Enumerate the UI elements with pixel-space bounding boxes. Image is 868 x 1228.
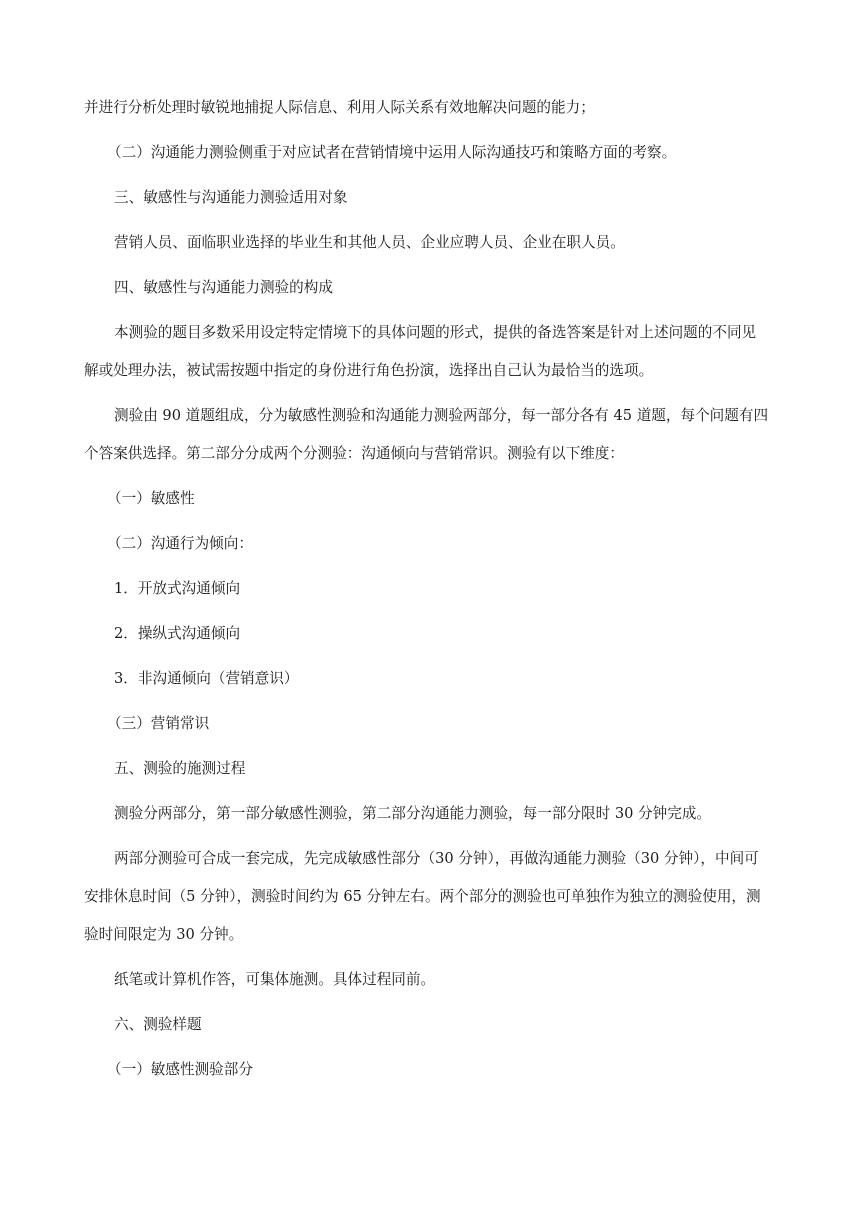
list-item: （三）营销常识 bbox=[107, 715, 210, 732]
paragraph-line: 安排休息时间（5 分钟），测验时间约为 65 分钟左右。两个部分的测验也可单独作为独立的测验使用，测 bbox=[84, 888, 761, 905]
paragraph-line: 营销人员、面临职业选择的毕业生和其他人员、企业应聘人员、企业在职人员。 bbox=[114, 234, 625, 251]
paragraph-line: （二）沟通能力测验侧重于对应试者在营销情境中运用人际沟通技巧和策略方面的考察。 bbox=[107, 144, 677, 161]
list-item: （二）沟通行为倾向： bbox=[107, 535, 253, 552]
section-heading: （一）敏感性测验部分 bbox=[107, 1061, 253, 1078]
paragraph-line: 个答案供选择。第二部分分成两个分测验：沟通倾向与营销常识。测验有以下维度： bbox=[84, 445, 624, 462]
document-page bbox=[84, 96, 790, 1081]
paragraph-line: 测验由 90 道题组成，分为敏感性测验和沟通能力测验两部分，每一部分各有 45 道题，每个问题有四 bbox=[114, 407, 769, 424]
section-heading: 三、敏感性与沟通能力测验适用对象 bbox=[114, 189, 348, 206]
paragraph-line: 两部分测验可合成一套完成，先完成敏感性部分（30 分钟），再做沟通能力测验（30 分钟），中间可 bbox=[114, 850, 759, 867]
paragraph-line: 解或处理办法，被试需按题中指定的身份进行角色扮演，选择出自己认为最恰当的选项。 bbox=[84, 362, 654, 379]
section-heading: 六、测验样题 bbox=[114, 1016, 202, 1033]
paragraph-line: 测验分两部分，第一部分敏感性测验，第二部分沟通能力测验，每一部分限时 30 分钟完成。 bbox=[114, 805, 712, 822]
list-item: 1．开放式沟通倾向 bbox=[114, 580, 241, 597]
paragraph-line: 验时间限定为 30 分钟。 bbox=[84, 926, 244, 943]
section-heading: 五、测验的施测过程 bbox=[114, 760, 246, 777]
paragraph-line: 纸笔或计算机作答，可集体施测。具体过程同前。 bbox=[114, 971, 436, 988]
list-item: 3．非沟通倾向（营销意识） bbox=[114, 670, 299, 687]
section-heading: 四、敏感性与沟通能力测验的构成 bbox=[114, 279, 333, 296]
paragraph-line: 并进行分析处理时敏锐地捕捉人际信息、利用人际关系有效地解决问题的能力； bbox=[84, 99, 595, 116]
paragraph-line: 本测验的题目多数采用设定特定情境下的具体问题的形式，提供的备选答案是针对上述问题的不同见 bbox=[114, 324, 757, 341]
list-item: （一）敏感性 bbox=[107, 490, 195, 507]
list-item: 2．操纵式沟通倾向 bbox=[114, 625, 241, 642]
